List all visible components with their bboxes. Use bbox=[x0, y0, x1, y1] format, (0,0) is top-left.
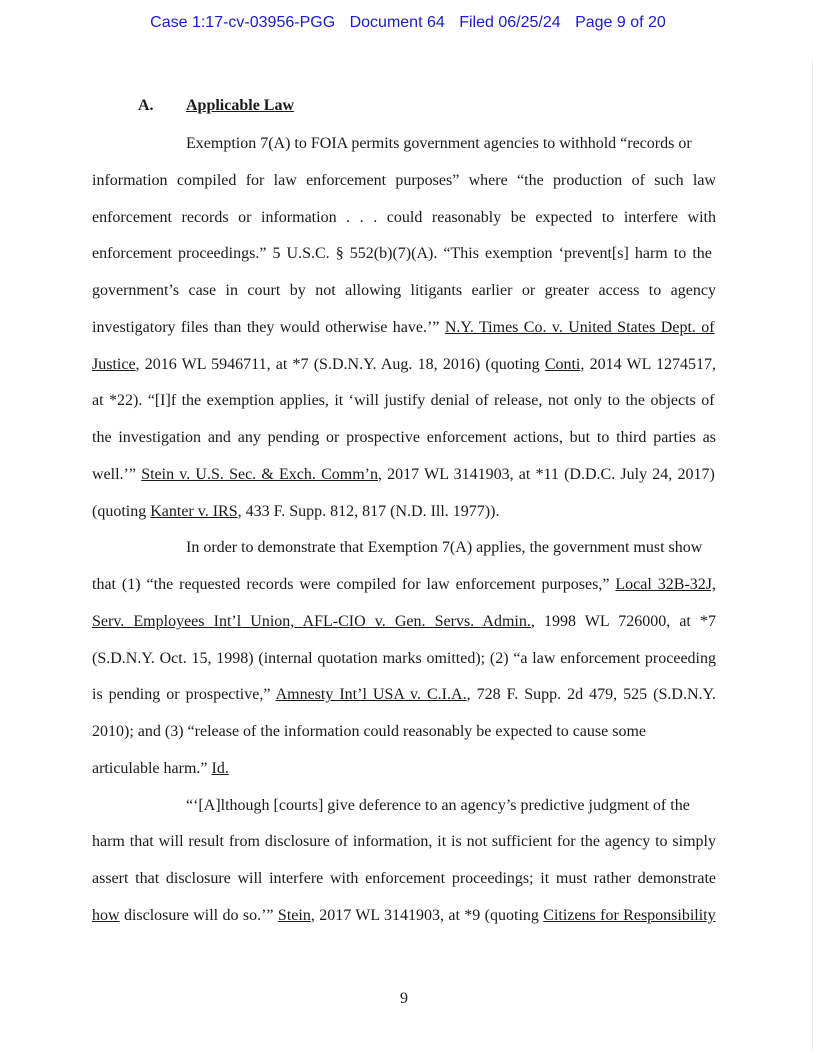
text-line bbox=[92, 649, 716, 669]
text-line bbox=[92, 832, 716, 852]
case-citation: how bbox=[92, 906, 120, 924]
section-heading bbox=[138, 97, 294, 115]
text-line bbox=[92, 281, 716, 301]
text-line bbox=[92, 244, 712, 264]
filed-date: Filed 06/25/24 bbox=[459, 14, 561, 31]
text-line bbox=[92, 428, 716, 448]
text-line bbox=[92, 502, 499, 522]
text-run: is pending or prospective,” bbox=[92, 686, 276, 704]
text-run: harm that will result from disclosure of information, it is not sufficient for the agency to simply bbox=[92, 833, 716, 851]
text-run: , 2017 WL 3141903, at *11 (D.D.C. July 24, 2017) bbox=[377, 465, 715, 483]
text-line bbox=[92, 906, 716, 926]
text-line bbox=[92, 391, 715, 411]
text-line bbox=[92, 355, 716, 375]
text-run: , 2016 WL 5946711, at *7 (S.D.N.Y. Aug. 18, 2016) (quoting bbox=[135, 355, 545, 373]
text-run: Exemption 7(A) to FOIA permits government agencies to withhold “records or bbox=[186, 135, 692, 152]
text-run: that (1) “the requested records were compiled for law enforcement purposes,” bbox=[92, 576, 616, 593]
case-citation: Conti bbox=[544, 355, 581, 373]
text-run: information compiled for law enforcement purposes” where “the production of such law bbox=[92, 171, 716, 189]
text-run: , 1998 WL 726000, at *7 bbox=[530, 612, 716, 630]
case-citation: Kanter v. IRS bbox=[150, 502, 238, 520]
text-run: In order to demonstrate that Exemption 7(A) applies, the government must show bbox=[186, 539, 703, 557]
text-line bbox=[92, 208, 716, 228]
page-number: 9 bbox=[400, 990, 408, 1007]
text-line bbox=[92, 318, 715, 338]
case-citation: Amnesty Int’l USA v. C.I.A. bbox=[275, 686, 467, 704]
text-run: articulable harm.” bbox=[92, 759, 212, 777]
case-citation: Stein v. U.S. Sec. & Exch. Comm’n bbox=[141, 465, 378, 483]
text-run: disclosure will do so.’” bbox=[119, 906, 278, 924]
text-run: investigatory files than they would otherwise have.’” bbox=[92, 318, 445, 336]
case-citation: Local 32B-32J, bbox=[615, 576, 716, 593]
text-run: government’s case in court by not allowing litigants earlier or greater access to agency bbox=[92, 282, 716, 299]
text-run: enforcement proceedings.” 5 U.S.C. § 552(b)(7)(A). “This exemption ‘prevent[s] harm to the bbox=[92, 245, 712, 263]
text-line bbox=[92, 171, 716, 191]
case-citation: Justice bbox=[92, 355, 136, 373]
text-run: , 2017 WL 3141903, at *9 (quoting bbox=[310, 906, 544, 924]
case-citation: Id. bbox=[211, 759, 229, 777]
text-run: “‘[A]lthough [courts] give deference to an agency’s predictive judgment of the bbox=[186, 796, 690, 814]
text-line bbox=[92, 465, 715, 485]
text-run: at *22). “[I]f the exemption applies, it ‘will justify denial of release, not only to the objects of bbox=[92, 392, 715, 410]
text-line bbox=[92, 869, 716, 889]
text-run: , 433 F. Supp. 812, 817 (N.D. Ill. 1977)). bbox=[237, 502, 500, 520]
text-run: well.’” bbox=[92, 465, 142, 483]
case-citation: Stein bbox=[277, 906, 311, 924]
text-line bbox=[92, 575, 716, 595]
text-line bbox=[92, 722, 646, 742]
text-run: assert that disclosure will interfere with enforcement proceedings; it must rather demonstrate bbox=[92, 870, 716, 887]
text-line bbox=[92, 612, 716, 632]
text-line bbox=[186, 796, 690, 816]
text-run: enforcement records or information . . . could reasonably be expected to interfere with bbox=[92, 208, 716, 226]
text-run: the investigation and any pending or prospective enforcement actions, but to third parties as bbox=[92, 429, 716, 446]
page-indicator: Page 9 of 20 bbox=[575, 14, 666, 31]
section-number: A. bbox=[138, 97, 154, 114]
text-line bbox=[92, 759, 229, 779]
text-line bbox=[186, 134, 692, 154]
text-line bbox=[186, 538, 702, 558]
case-citation: N.Y. Times Co. v. United States Dept. of bbox=[444, 318, 715, 336]
case-number: Case 1:17-cv-03956-PGG bbox=[150, 14, 336, 31]
text-line bbox=[92, 685, 716, 705]
text-run: (quoting bbox=[92, 502, 151, 520]
case-citation: Serv. Employees Int’l Union, AFL-CIO v. Gen. Servs. Admin. bbox=[92, 612, 531, 630]
text-run: , 2014 WL 1274517, bbox=[580, 355, 716, 373]
document-number: Document 64 bbox=[349, 14, 445, 31]
text-run: (S.D.N.Y. Oct. 15, 1998) (internal quotation marks omitted); (2) “a law enforcement proceeding bbox=[92, 649, 716, 667]
text-run: 2010); and (3) “release of the information could reasonably be expected to cause some bbox=[92, 723, 647, 740]
scan-artifact-line bbox=[812, 60, 813, 1050]
case-header bbox=[0, 14, 816, 32]
section-title: Applicable Law bbox=[186, 97, 295, 114]
text-run: , 728 F. Supp. 2d 479, 525 (S.D.N.Y. bbox=[466, 686, 717, 704]
case-citation: Citizens for Responsibility bbox=[543, 906, 716, 924]
